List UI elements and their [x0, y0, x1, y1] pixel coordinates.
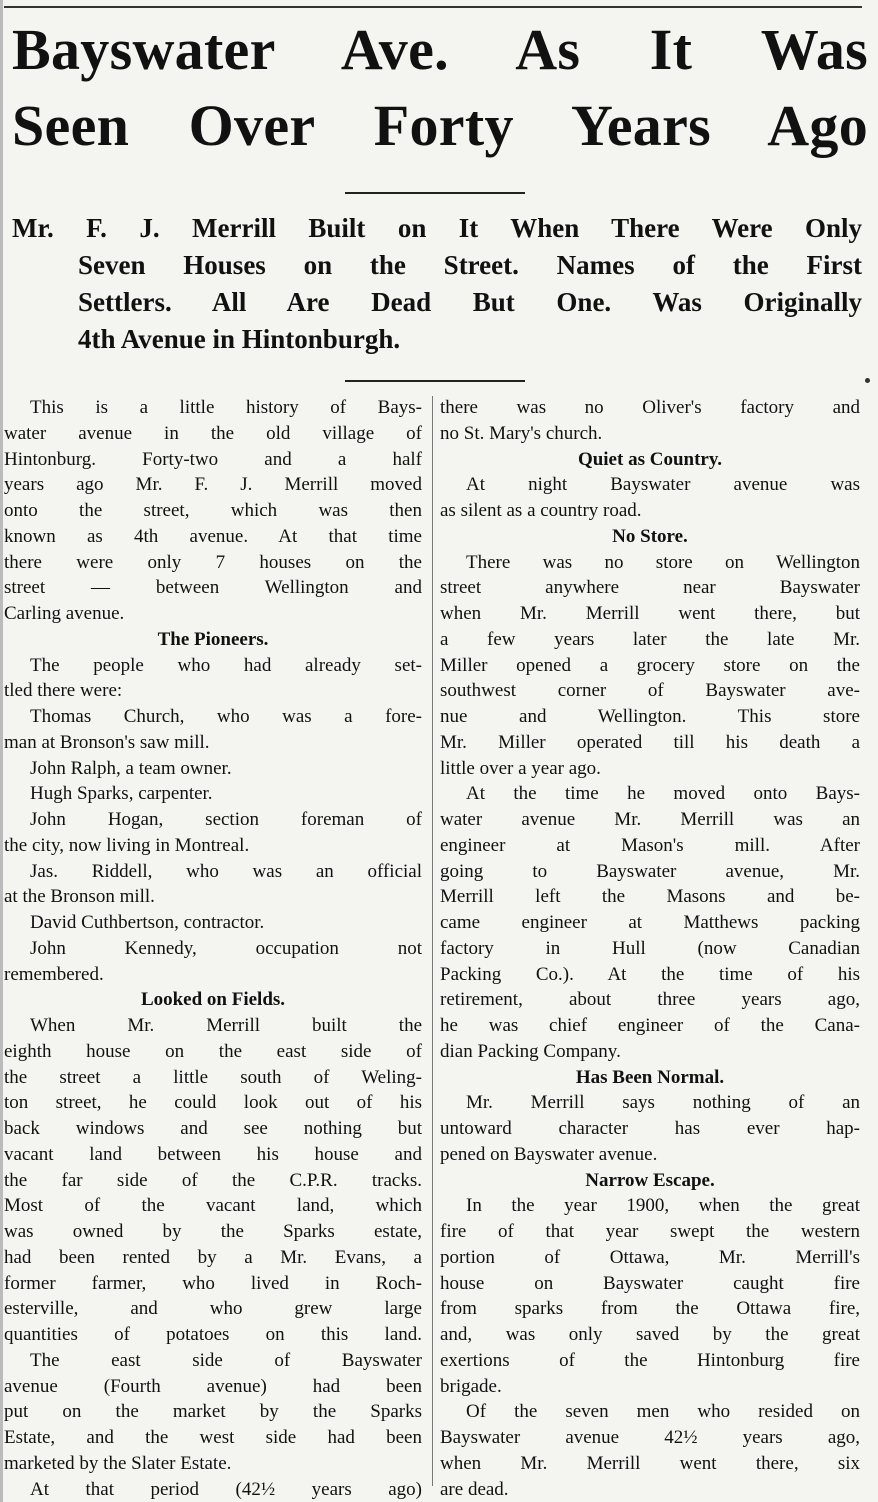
article-line: water avenue in the old village of [4, 422, 422, 444]
article-line: southwest corner of Bayswater ave- [440, 680, 860, 702]
article-line: fire of that year swept the western [440, 1221, 860, 1242]
article-line: quantities of potatoes on this land. [4, 1324, 422, 1345]
article-line: At night Bayswater avenue was [466, 474, 860, 496]
article-line: At the time he moved onto Bays- [466, 783, 860, 805]
article-line: Thomas Church, who was a fore- [30, 706, 422, 727]
article-line: pened on Bayswater avenue. [440, 1143, 658, 1165]
article-line: retirement, about three years ago, [440, 989, 860, 1011]
article-line: marketed by the Slater Estate. [4, 1452, 232, 1474]
article-line: water avenue Mr. Merrill was an [440, 809, 860, 830]
article-line: nue and Wellington. This store [440, 706, 860, 727]
section-subhead: Looked on Fields. [140, 989, 286, 1011]
article-line: Packing Co.). At the time of his [440, 963, 860, 985]
article-line: there was no Oliver's factory and [440, 397, 860, 418]
article-line: avenue (Fourth avenue) had been [4, 1375, 422, 1397]
print-speck [865, 378, 870, 383]
article-line: eighth house on the east side of [4, 1040, 422, 1062]
article-line: exertions of the Hintonburg fire [440, 1349, 860, 1371]
article-line: known as 4th avenue. At that time [4, 525, 422, 547]
article-line: Mr. Miller operated till his death a [440, 731, 860, 753]
article-line: from sparks from the Ottawa fire, [440, 1298, 860, 1320]
article-line: the street a little south of Weling- [4, 1066, 422, 1088]
article-line: Miller opened a grocery store on the [440, 654, 860, 676]
article-line: John Ralph, a team owner. [30, 757, 232, 779]
article-line: there were only 7 houses on the [4, 551, 422, 573]
article-line: ton street, he could look out of his [4, 1092, 422, 1114]
article-line: as silent as a country road. [440, 500, 642, 521]
article-line: remembered. [4, 963, 104, 985]
article-column-left [4, 395, 422, 1502]
article-line: little over a year ago. [440, 757, 601, 779]
article-line: John Kennedy, occupation not [30, 937, 422, 959]
article-line: he was chief engineer of the Cana- [440, 1015, 860, 1036]
article-line: street anywhere near Bayswater [440, 577, 860, 599]
section-subhead: Narrow Escape. [585, 1169, 715, 1191]
article-line: the city, now living in Montreal. [4, 834, 250, 856]
article-line: no St. Mary's church. [440, 422, 603, 444]
article-line: Hintonburg. Forty-two and a half [4, 448, 422, 470]
article-line: esterville, and who grew large [4, 1298, 422, 1320]
article-line: factory in Hull (now Canadian [440, 937, 860, 959]
article-line: brigade. [440, 1375, 502, 1397]
article-line: back windows and see nothing but [4, 1118, 422, 1139]
subheadline-deck [12, 210, 862, 358]
article-line: Mr. Merrill says nothing of an [466, 1092, 860, 1114]
article-line: put on the market by the Sparks [4, 1401, 422, 1423]
article-line: the far side of the C.P.R. tracks. [4, 1169, 422, 1191]
article-line: John Hogan, section foreman of [30, 809, 422, 830]
section-subhead: Quiet as Country. [577, 448, 723, 470]
article-line: vacant land between his house and [4, 1143, 422, 1165]
article-line: former farmer, who lived in Roch- [4, 1272, 422, 1294]
article-line: had been rented by a Mr. Evans, a [4, 1246, 422, 1268]
article-line: years ago Mr. F. J. Merrill moved [4, 474, 422, 496]
article-line: when Mr. Merrill went there, but [440, 603, 860, 624]
article-line: are dead. [440, 1478, 509, 1500]
article-line: a few years later the late Mr. [440, 628, 860, 650]
article-line: tled there were: [4, 680, 123, 702]
article-line: and, was only saved by the great [440, 1324, 860, 1345]
article-line: street — between Wellington and [4, 577, 422, 599]
page-left-edge [0, 0, 3, 1502]
deck-line-3: Settlers. All Are Dead But One. Was Originally [78, 287, 862, 317]
article-line: portion of Ottawa, Mr. Merrill's [440, 1246, 860, 1268]
article-line: At that period (42½ years ago) [30, 1478, 422, 1500]
deck-line-2: Seven Houses on the Street. Names of the First [78, 250, 862, 280]
article-line: was owned by the Sparks estate, [4, 1221, 422, 1242]
article-column-right [440, 395, 860, 1502]
headline-line-1: Bayswater Ave. As It Was [12, 17, 868, 82]
article-line: engineer at Mason's mill. After [440, 834, 860, 856]
article-line: There was no store on Wellington [466, 551, 860, 573]
article-line: Estate, and the west side had been [4, 1427, 422, 1448]
headline-divider [345, 192, 525, 194]
article-line: going to Bayswater avenue, Mr. [440, 860, 860, 882]
deck-line-1: Mr. F. J. Merrill Built on It When There Were Only [12, 213, 862, 243]
deck-line-4: 4th Avenue in Hintonburgh. [78, 324, 401, 354]
column-separator [432, 396, 433, 1486]
deck-divider [345, 380, 525, 382]
article-line: house on Bayswater caught fire [440, 1272, 860, 1294]
article-line: dian Packing Company. [440, 1040, 621, 1062]
section-subhead: Has Been Normal. [575, 1066, 725, 1088]
article-line: Bayswater avenue 42½ years ago, [440, 1427, 860, 1448]
article-line: untoward character has ever hap- [440, 1118, 860, 1139]
article-line: The east side of Bayswater [30, 1349, 422, 1371]
article-line: Hugh Sparks, carpenter. [30, 783, 213, 805]
article-line: David Cuthbertson, contractor. [30, 912, 265, 933]
article-line: Carling avenue. [4, 603, 125, 624]
article-line: man at Bronson's saw mill. [4, 731, 210, 753]
section-subhead: No Store. [612, 525, 688, 547]
article-line: Of the seven men who resided on [466, 1401, 860, 1423]
article-line: In the year 1900, when the great [466, 1195, 860, 1217]
headline-line-2: Seen Over Forty Years Ago [12, 93, 868, 158]
section-subhead: The Pioneers. [157, 628, 269, 650]
article-line: Jas. Riddell, who was an official [30, 860, 422, 882]
article-line: onto the street, which was then [4, 500, 422, 521]
article-line: Merrill left the Masons and be- [440, 886, 860, 908]
article-line: when Mr. Merrill went there, six [440, 1452, 860, 1474]
headline [12, 12, 868, 164]
article-line: at the Bronson mill. [4, 886, 155, 908]
article-line: This is a little history of Bays- [30, 397, 422, 418]
article-line: When Mr. Merrill built the [30, 1015, 422, 1036]
article-line: The people who had already set- [30, 654, 422, 676]
article-line: Most of the vacant land, which [4, 1195, 422, 1217]
top-rule [4, 6, 862, 8]
article-line: came engineer at Matthews packing [440, 912, 860, 933]
